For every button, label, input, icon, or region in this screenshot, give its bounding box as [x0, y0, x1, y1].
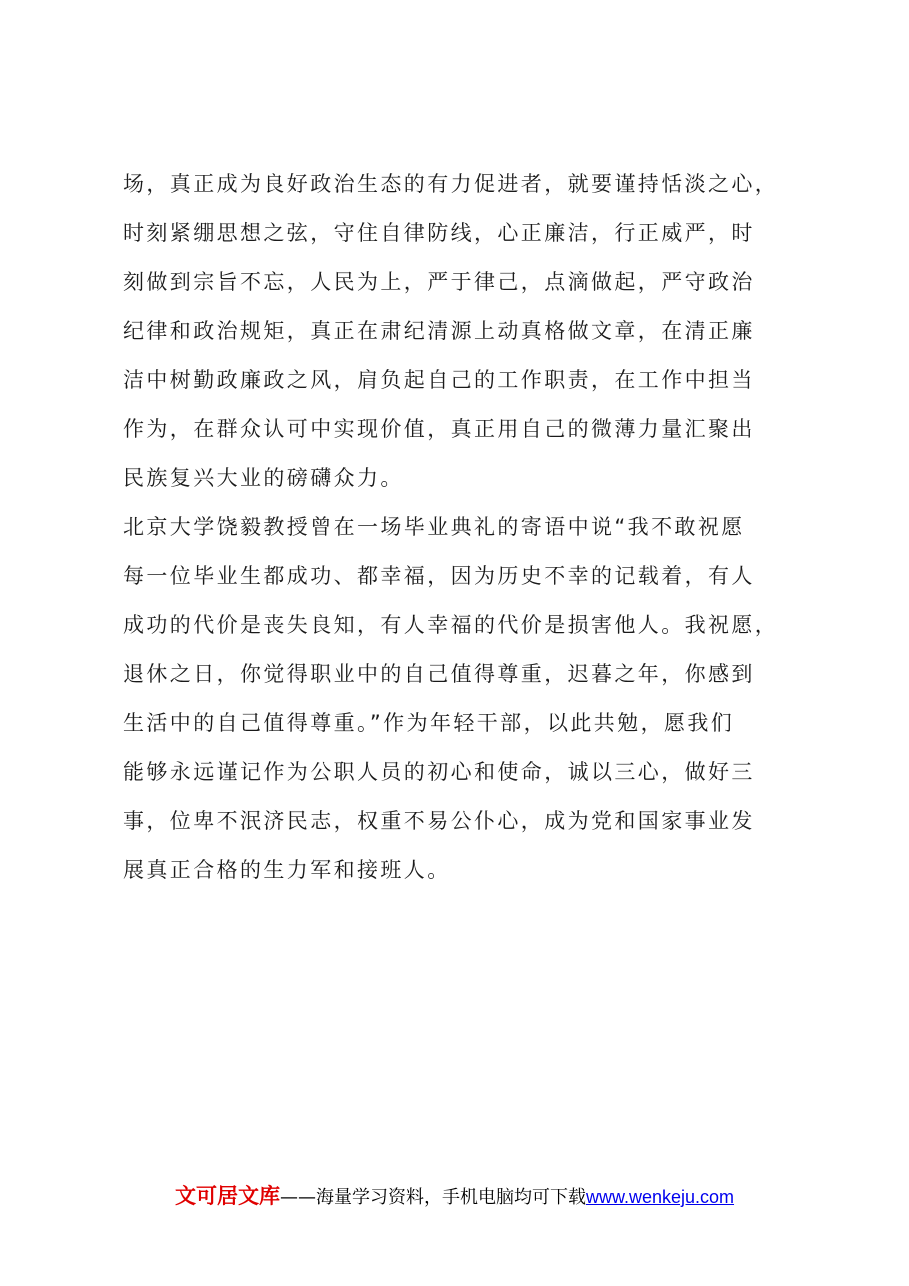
- text-line: 刻做到宗旨不忘，人民为上，严于律己，点滴做起，严守政治: [123, 270, 755, 294]
- text-line: 纪律和政治规矩，真正在肃纪清源上动真格做文章，在清正廉: [123, 319, 755, 343]
- text-line: 生活中的自己值得尊重。”作为年轻干部，以此共勉，愿我们: [123, 711, 735, 735]
- footer-website-link[interactable]: www.wenkeju.com: [585, 1187, 735, 1207]
- text-line: 成功的代价是丧失良知，有人幸福的代价是损害他人。我祝愿，: [123, 613, 779, 637]
- footer-tagline: ——海量学习资料，手机电脑均可下载: [279, 1187, 586, 1208]
- text-line: 北京大学饶毅教授曾在一场毕业典礼的寄语中说“我不敢祝愿: [123, 515, 745, 539]
- text-line: 能够永远谨记作为公职人员的初心和使命，诚以三心，做好三: [123, 760, 755, 784]
- footer-brand: 文可居文库: [174, 1184, 280, 1208]
- text-line: 民族复兴大业的磅礴众力。: [123, 466, 404, 490]
- page-footer: [0, 1180, 909, 1210]
- text-line: 场，真正成为良好政治生态的有力促进者，就要谨持恬淡之心，: [123, 172, 779, 196]
- text-line: 退休之日，你觉得职业中的自己值得尊重，迟暮之年，你感到: [123, 662, 755, 686]
- text-line: 作为，在群众认可中实现价值，真正用自己的微薄力量汇聚出: [123, 417, 755, 441]
- text-line: 每一位毕业生都成功、都幸福，因为历史不幸的记载着，有人: [123, 564, 755, 588]
- paragraph-2: [123, 503, 823, 895]
- text-line: 事，位卑不泯济民志，权重不易公仆心，成为党和国家事业发: [123, 809, 755, 833]
- document-body: [123, 160, 823, 895]
- text-line: 洁中树勤政廉政之风，肩负起自己的工作职责，在工作中担当: [123, 368, 755, 392]
- paragraph-1: [123, 160, 823, 503]
- text-line: 展真正合格的生力军和接班人。: [123, 858, 451, 882]
- text-line: 时刻紧绷思想之弦，守住自律防线，心正廉洁，行正威严，时: [123, 221, 755, 245]
